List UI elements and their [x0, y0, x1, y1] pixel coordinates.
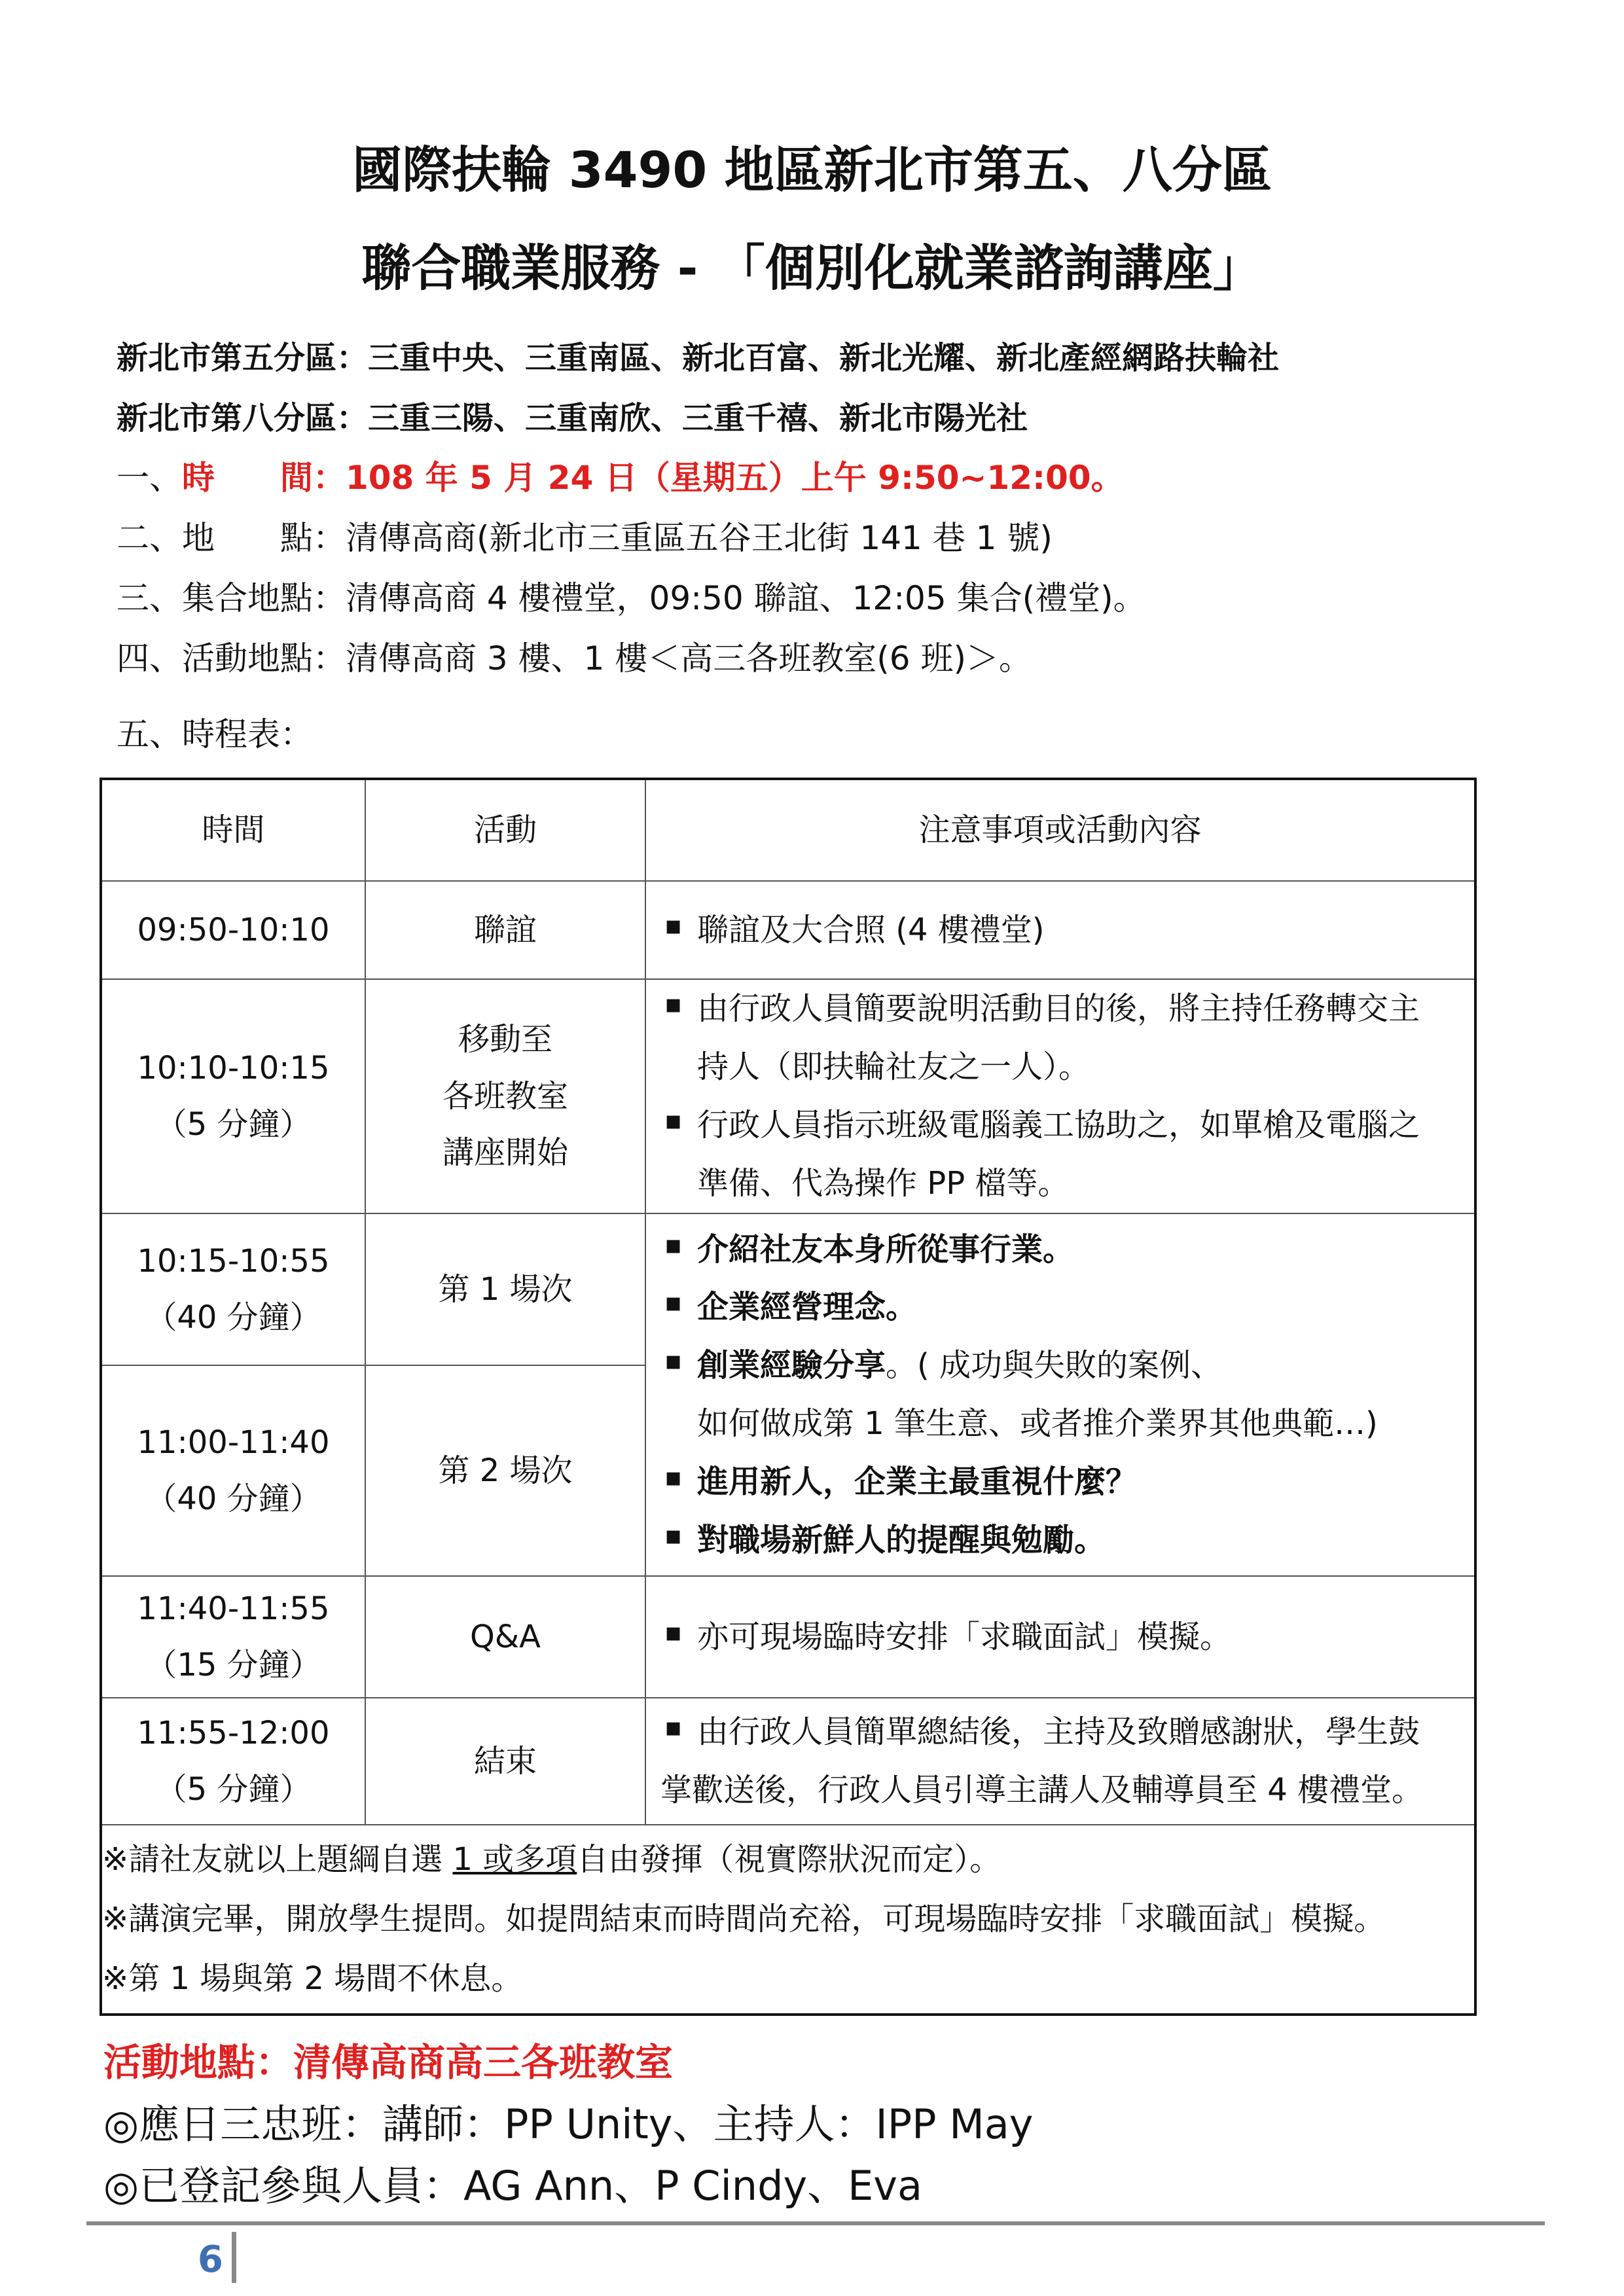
row2-time-cell [101, 979, 365, 1213]
row4-activity: 第 2 場次 [365, 1365, 645, 1576]
row2-bullet-1: ▪ 由行政人員簡要說明活動目的後，將主持任務轉交主 [660, 980, 1462, 1038]
note-1-underlined: 1 或多項 [452, 1840, 577, 1878]
session-bullet-3-rest: 。( 成功與失敗的案例、 [886, 1347, 1223, 1384]
row3-duration: （40 分鐘） [145, 1299, 321, 1336]
header-activity: 活動 [365, 779, 645, 881]
note-1-a: ※請社友就以上題綱自選 [102, 1840, 453, 1878]
header-notes: 注意事項或活動內容 [645, 779, 1475, 881]
note-1 [102, 1830, 1474, 1890]
session-bullet-4: ▪ 進用新人，企業主最重視什麼？ [660, 1453, 1462, 1511]
row3-time-cell [101, 1213, 365, 1365]
row4-time: 11:00-11:40 [137, 1424, 330, 1461]
row6-bullet-1-cont: 掌歡送後，行政人員引導主講人及輔導員至 4 樓禮堂。 [660, 1772, 1424, 1808]
row1-time: 09:50-10:10 [101, 881, 365, 979]
row2-activity-cell [365, 979, 645, 1213]
table-header-row [101, 779, 1475, 881]
item-location: 二、地 點：清傳高商(新北市三重區五谷王北街 141 巷 1 號) [117, 519, 1053, 557]
row1-activity: 聯誼 [365, 881, 645, 979]
page-number: 6 [198, 2238, 223, 2281]
item-time-prefix: 一、 [117, 459, 182, 497]
table-row [101, 881, 1475, 979]
district-5-line: 新北市第五分區：三重中央、三重南區、新北百富、新北光耀、新北產經網路扶輪社 [117, 340, 1280, 376]
session-bullet-3 [660, 1336, 1462, 1395]
note-3: ※第 1 場與第 2 場間不休息。 [102, 1960, 523, 1998]
session-bullet-3-cont [660, 1395, 1462, 1453]
table-row [101, 1213, 1475, 1365]
row5-notes [645, 1576, 1475, 1698]
row2-notes [645, 979, 1475, 1213]
row6-time: 11:55-12:00 [137, 1714, 330, 1751]
session-bullet-3-cont-text: 如何做成第 1 筆生意、或者推介業界其他典範…) [697, 1405, 1378, 1442]
note-1-b: 自由發揮（視實際狀況而定）。 [577, 1840, 1001, 1878]
row6-duration: （5 分鐘） [155, 1771, 312, 1808]
row2-bullet-2-cont [660, 1155, 1462, 1213]
document-title-line2: 聯合職業服務 - 「個別化就業諮詢講座」 [361, 239, 1263, 297]
item-gathering: 三、集合地點：清傳高商 4 樓禮堂，09:50 聯誼、12:05 集合(禮堂)。 [117, 579, 1146, 617]
row6-notes [645, 1698, 1475, 1825]
item-time-text: 時 間：108 年 5 月 24 日（星期五）上午 9:50~12:00。 [182, 459, 1124, 497]
row2-activity-line2: 各班教室 [442, 1077, 568, 1115]
session-bullet-1: ▪ 介紹社友本身所從事行業。 [660, 1221, 1462, 1279]
note-2: ※講演完畢，開放學生提問。如提問結束而時間尚充裕，可現場臨時安排「求職面試」模擬。 [102, 1900, 1386, 1937]
row2-bullet-2: ▪ 行政人員指示班級電腦義工協助之，如單槍及電腦之 [660, 1096, 1462, 1155]
row4-time-cell [101, 1365, 365, 1576]
row2-activity-line3: 講座開始 [442, 1134, 568, 1172]
row2-time: 10:10-10:15 [137, 1049, 330, 1086]
session-bullet-5: ▪ 對職場新鮮人的提醒與勉勵。 [660, 1511, 1462, 1570]
table-notes-row [101, 1825, 1475, 2015]
document-title-line1: 國際扶輪 3490 地區新北市第五、八分區 [352, 141, 1272, 199]
district-8-line: 新北市第八分區：三重三陽、三重南欣、三重千禧、新北市陽光社 [117, 400, 1028, 437]
schedule-table [99, 778, 1477, 2016]
item-activity-location: 四、活動地點：清傳高商 3 樓、1 樓＜高三各班教室(6 班)＞。 [117, 639, 1032, 677]
item-time [117, 452, 1124, 499]
footer-rule [86, 2221, 1545, 2225]
item-schedule-heading: 五、時程表： [117, 715, 313, 753]
row4-duration: （40 分鐘） [145, 1480, 321, 1517]
class-line: ◎應日三忠班：講師：PP Unity、主持人：IPP May [103, 2100, 1034, 2148]
row3-time: 10:15-10:55 [137, 1242, 330, 1280]
row5-time-cell [101, 1576, 365, 1698]
session-bullet-3-bold: 創業經驗分享 [697, 1347, 886, 1384]
row2-bullet-2-cont-text: 準備、代為操作 PP 檔等。 [697, 1164, 1070, 1202]
row2-activity-line1: 移動至 [458, 1021, 552, 1058]
row1-bullet-1: ▪ 聯誼及大合照 (4 樓禮堂) [660, 901, 1462, 960]
page-number-divider [232, 2232, 236, 2283]
row2-bullet-1-cont-text: 持人（即扶輪社友之一人）。 [697, 1049, 1091, 1086]
table-notes [101, 1825, 1475, 2015]
row5-duration: （15 分鐘） [145, 1647, 321, 1683]
row6-bullet-1: ▪ 由行政人員簡單總結後，主持及致贈感謝狀，學生鼓 [660, 1703, 1462, 1761]
table-row [101, 979, 1475, 1213]
table-row [101, 1576, 1475, 1698]
header-time: 時間 [101, 779, 365, 881]
registered-line: ◎已登記參與人員：AG Ann、P Cindy、Eva [103, 2162, 922, 2210]
venue-heading: 活動地點：清傳高商高三各班教室 [103, 2040, 674, 2085]
row1-notes [645, 881, 1475, 979]
table-row [101, 1698, 1475, 1825]
row6-activity: 結束 [365, 1698, 645, 1825]
row5-activity: Q&A [365, 1576, 645, 1698]
row2-bullet-1-cont [660, 1038, 1462, 1096]
row5-bullet-1: ▪ 亦可現場臨時安排「求職面試」模擬。 [660, 1608, 1462, 1666]
row3-activity: 第 1 場次 [365, 1213, 645, 1365]
row6-time-cell [101, 1698, 365, 1825]
row2-duration: （5 分鐘） [155, 1106, 312, 1143]
row5-time: 11:40-11:55 [137, 1590, 330, 1627]
session-bullet-2: ▪ 企業經營理念。 [660, 1278, 1462, 1336]
session-notes [645, 1213, 1475, 1576]
